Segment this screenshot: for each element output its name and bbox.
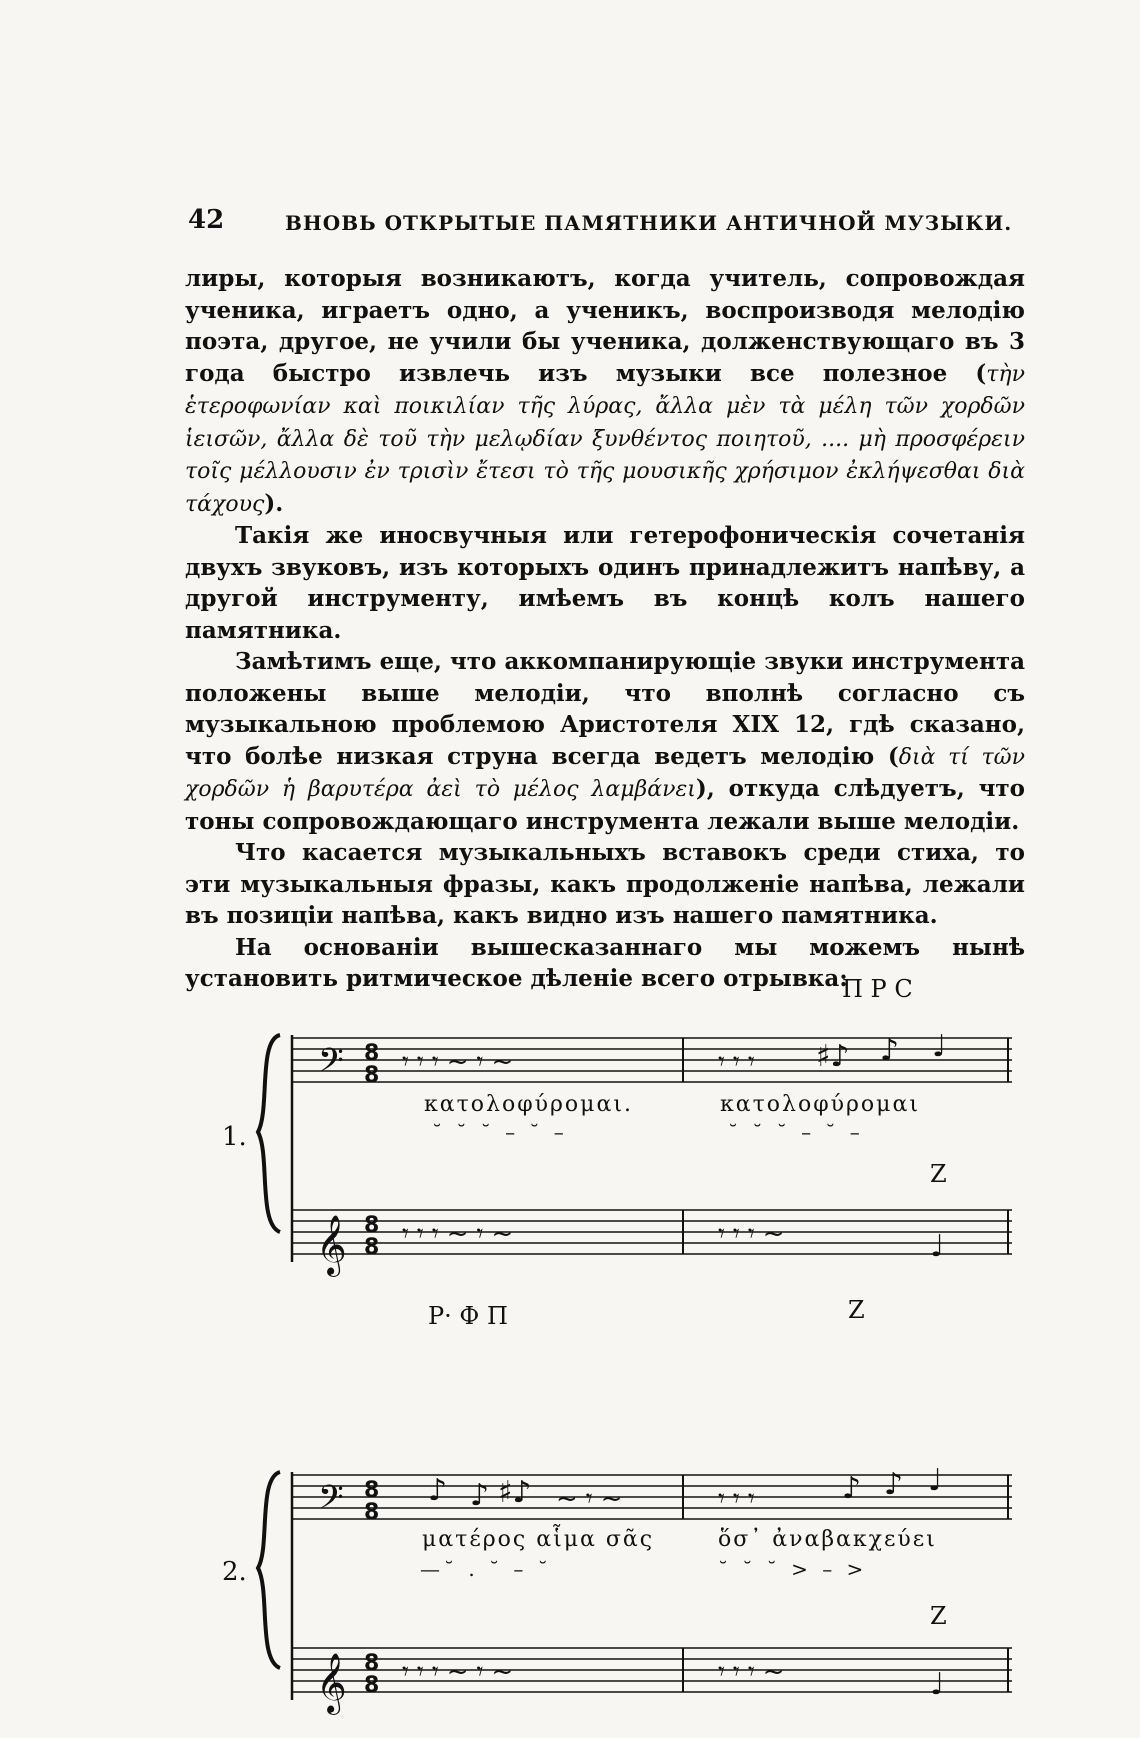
paragraph-4: Что касается музыкальныхъ вставокъ среди стиха, то эти музыкальныя фразы, какъ продолженіе напѣва, лежали въ позиціи напѣва, какъ видно изъ нашего памятника. <box>185 839 1025 929</box>
rests-1a: 𝄾𝄾𝄾~𝄾~ <box>402 1047 522 1077</box>
rests-1b: 𝄾𝄾𝄾 <box>718 1047 763 1077</box>
example-2-notation-bottom: Z <box>930 1602 947 1630</box>
rests-1d: 𝄾𝄾𝄾~ <box>718 1219 793 1249</box>
note-7: ♯♪ <box>498 1475 532 1510</box>
treble-clef-icon-2: 𝄞 <box>316 1653 347 1713</box>
paragraph-3-end: ), откуда слѣдуетъ, что тоны сопровождающаго инструмента лежали выше мелодіи. <box>185 775 1026 835</box>
rests-1c: 𝄾𝄾𝄾~𝄾~ <box>402 1219 522 1249</box>
bass-clef-icon-2: 𝄢 <box>318 1479 344 1525</box>
example-2-label: 2. <box>222 1557 247 1587</box>
svg-text:8: 8 <box>364 1500 380 1525</box>
example-1-label: 1. <box>222 1122 247 1152</box>
paragraph-3-text: Замѣтимъ еще, что аккомпанирующіе звуки инструмента положены выше мелодіи, что вполнѣ согласно съ музыкальною проблемою Аристотеля XIX 12, гдѣ сказано, что болѣе низкая струна всегда ведетъ мелодію ( <box>185 648 1025 770</box>
note-2: ♪ <box>880 1033 900 1068</box>
note-8: ♪ <box>842 1471 862 1506</box>
note-3: ♩ <box>932 1029 947 1064</box>
note-1: ♯♪ <box>816 1039 850 1074</box>
example-1-notation-bottom: Z <box>930 1160 947 1188</box>
note-11: ♩ <box>930 1667 945 1702</box>
example-2-notation-top-a: Р· Ф П <box>428 1302 508 1330</box>
example-1-meter-a: ˘ ˘ ˘ – ˘ – <box>432 1120 568 1144</box>
svg-text:8: 8 <box>364 1041 380 1066</box>
example-1-meter-b: ˘ ˘ ˘ – ˘ – <box>728 1120 864 1144</box>
svg-text:8: 8 <box>364 1651 380 1676</box>
example-1-brace <box>258 1035 280 1232</box>
note-6: ♪ <box>470 1478 490 1513</box>
page-number: 42 <box>188 205 225 235</box>
rests-2c: 𝄾𝄾𝄾~𝄾~ <box>402 1657 522 1687</box>
treble-clef-icon: 𝄞 <box>316 1215 347 1275</box>
paragraph-1-text: лиры, которыя возникаютъ, когда учитель, сопровождая ученика, играетъ одно, а ученикъ, воспроизводя мелодію поэта, другое, не учили бы ученика, долженствующаго въ 3 года быстро извлечь изъ музыки все полезное ( <box>185 265 1025 387</box>
running-title: ВНОВЬ ОТКРЫТЫЕ ПАМЯТНИКИ АНТИЧНОЙ МУЗЫКИ. <box>285 211 1013 235</box>
example-2-text-a: ματέρος αἷμα σᾶς <box>422 1527 655 1552</box>
svg-text:8: 8 <box>364 1673 380 1698</box>
note-4: ♩ <box>930 1229 945 1264</box>
paragraph-5: На основаніи вышесказаннаго мы можемъ нынѣ установить ритмическое дѣленіе всего отрывка: <box>185 933 1025 992</box>
svg-text:8: 8 <box>364 1213 380 1238</box>
svg-text:8: 8 <box>364 1478 380 1503</box>
example-1-notation-top: П Р С <box>842 975 913 1003</box>
paragraph-1-end: ). <box>264 489 284 517</box>
rests-2d: 𝄾𝄾𝄾~ <box>718 1657 793 1687</box>
greek-quote-2: διὰ τί τῶν χορδῶν ἡ βαρυτέρα ἀεὶ τὸ μέλος λαμβάνει <box>185 744 1025 802</box>
example-2-meter-a: —˘ . ˘ – ˘ <box>420 1557 552 1581</box>
example-1-text-a: κατολοφύρομαι. <box>424 1092 633 1117</box>
greek-quote-1: τὴν ἑτεροφωνίαν καὶ ποικιλίαν τῆς λύρας, ἄλλα μὲν τὰ μέλη τῶν χορδῶν ἱεισῶν, ἄλλα δὲ τοῦ τὴν μελῳδίαν ξυνθέντος ποιητοῦ, .... μὴ προσφέρειν τοῖς μέλλουσιν ἐν τρισὶν ἔτεσι τὸ τῆς μουσικῆς χρήσιμον ἐκλήψεσθαι διὰ τάχους <box>185 361 1025 517</box>
example-2-brace <box>258 1472 280 1668</box>
rests-2b: 𝄾𝄾𝄾 <box>718 1484 763 1514</box>
svg-text:8: 8 <box>364 1235 380 1260</box>
bass-clef-icon: 𝄢 <box>318 1042 344 1088</box>
note-5: ♪ <box>428 1473 448 1508</box>
example-2-notation-top-b: Z <box>848 1296 865 1324</box>
example-2-text-b: ὅσ᾽ ἀναβακχεύει <box>718 1527 937 1552</box>
example-2-meter-b: ˘ ˘ ˘ > – > <box>718 1557 868 1581</box>
note-9: ♪ <box>884 1467 904 1502</box>
example-1-text-b: κατολοφύρομαι <box>720 1092 920 1117</box>
paragraph-2: Такія же иносвучныя или гетерофоническія сочетанія двухъ звуковъ, изъ которыхъ одинъ принадлежитъ напѣву, а другой инструменту, имѣемъ въ концѣ колъ нашего памятника. <box>185 522 1025 644</box>
svg-text:8: 8 <box>364 1063 380 1088</box>
rests-2a: ~𝄾~ <box>556 1484 631 1514</box>
note-10: ♩ <box>928 1463 943 1498</box>
